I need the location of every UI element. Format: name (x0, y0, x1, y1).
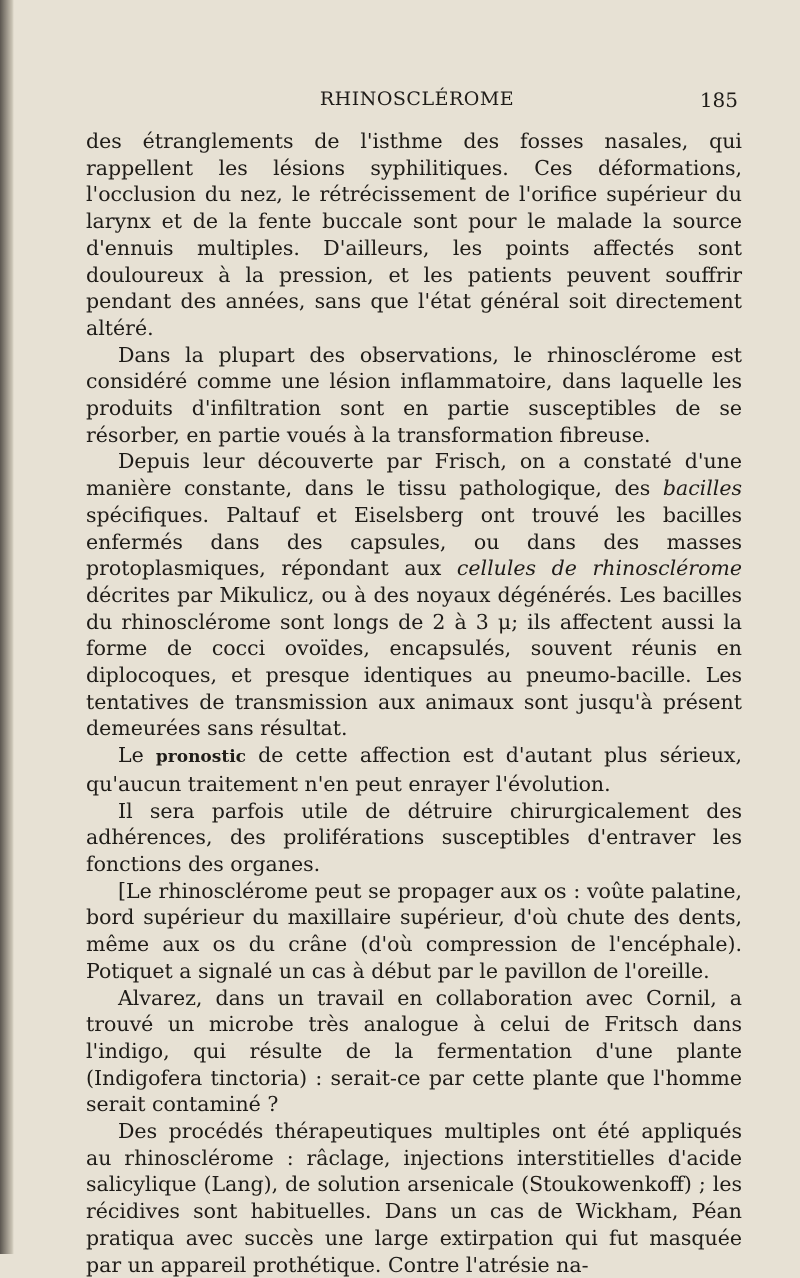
term-cellules-de-rhinosclerome: cellules de rhinosclérome (456, 556, 742, 581)
paragraph-3 (86, 448, 742, 742)
paragraph-3-text-e: décrites par Mikulicz, ou à des noyaux dégénérés. Les bacilles du rhinosclérome sont longs de 2 à 3 μ; ils affectent aussi la forme de cocci ovoïdes, encapsulés, souvent réunis en diplocoques, et presque identiques au pneumo-bacille. Les tentatives de transmission aux animaux sont jusqu'à présent demeurées sans résultat. (86, 582, 742, 741)
paragraph-6: [Le rhinosclérome peut se propager aux os : voûte palatine, bord supérieur du maxillaire supérieur, d'où chute des dents, même aux os du crâne (d'où compression de l'encéphale). Potiquet a signalé un cas à début par le pavillon de l'oreille. (86, 878, 742, 983)
paragraph-7: Alvarez, dans un travail en collaboration avec Cornil, a trouvé un microbe très analogue à celui de Fritsch dans l'indigo, qui résulte de la fermentation d'une plante (Indigofera tinctoria) : serait-ce par cette plante que l'homme serait contaminé ? (86, 985, 742, 1117)
page-spine-shadow (0, 0, 14, 1254)
running-head: RHINOSCLÉROME (319, 88, 515, 110)
page-number: 185 (699, 88, 738, 112)
paragraph-8: Des procédés thérapeutiques multiples ont été appliqués au rhinosclérome : râclage, injections interstitielles d'acide salicylique (Lang), de solution arsenicale (Stoukowenkoff) ; les récidives sont habituelles. Dans un cas de Wickham, Péan pratiqua avec succès une large extirpation qui fut masquée par un appareil prothétique. Contre l'atrésie na- (86, 1119, 742, 1277)
paragraph-4 (86, 742, 742, 797)
term-pronostic: pronostic (155, 747, 247, 768)
page-body (86, 128, 742, 1278)
paragraph-4-text-c: de cette affection est d'autant plus sérieux, qu'aucun traitement n'en peut enrayer l'évolution. (86, 743, 742, 796)
term-bacilles: bacilles (662, 476, 742, 501)
paragraph-3-text-a: Depuis leur découverte par Frisch, on a constaté d'une manière constante, dans le tissu pathologique, des (86, 449, 742, 501)
paragraph-5: Il sera parfois utile de détruire chirurgicalement des adhérences, des proliférations susceptibles d'entraver les fonctions des organes. (86, 798, 742, 876)
paragraph-3-text-c: spécifiques. Paltauf et Eiselsberg ont trouvé les bacilles enfermés dans des capsules, ou dans des masses protoplasmiques, répondant aux (86, 502, 742, 581)
paragraph-2: Dans la plupart des observations, le rhinosclérome est considéré comme une lésion inflammatoire, dans laquelle les produits d'infiltration sont en partie susceptibles de se résorber, en partie voués à la transformation fibreuse. (86, 342, 742, 447)
page-header (96, 88, 738, 116)
paragraph-1: des étranglements de l'isthme des fosses nasales, qui rappellent les lésions syphilitiques. Ces déformations, l'occlusion du nez, le rétrécissement de l'orifice supérieur du larynx et de la fente buccale sont pour le malade la source d'ennuis multiples. D'ailleurs, les points affectés sont douloureux à la pression, et les patients peuvent souffrir pendant des années, sans que l'état général soit directement altéré. (86, 129, 742, 340)
paragraph-4-text-a: Le (118, 743, 156, 768)
